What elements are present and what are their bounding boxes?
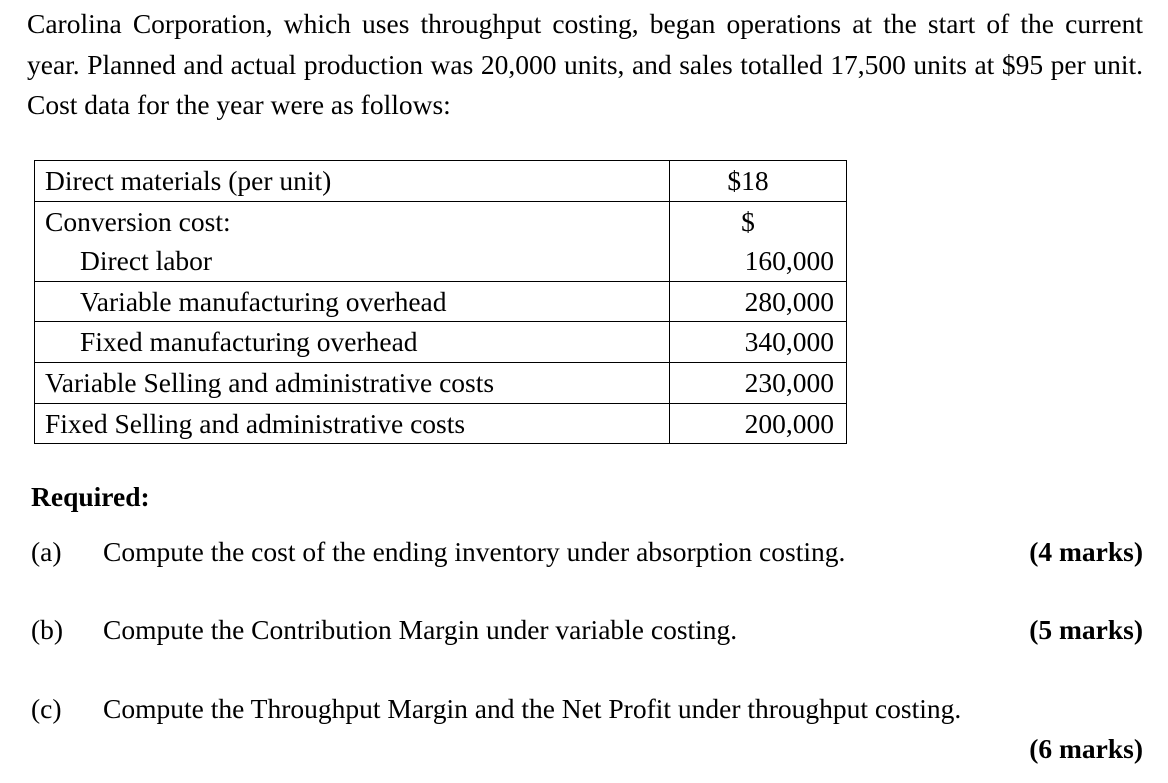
- cost-data-table: [34, 160, 847, 444]
- table-row: [35, 201, 847, 241]
- row-amount: 340,000: [670, 322, 847, 363]
- row-amount: 230,000: [670, 362, 847, 403]
- row-amount: 280,000: [670, 281, 847, 322]
- table-row: [35, 161, 847, 202]
- row-label: Direct labor: [35, 241, 670, 281]
- required-heading: Required:: [31, 481, 150, 512]
- marks-badge: (4 marks): [1029, 536, 1143, 567]
- question-letter: (a): [31, 536, 62, 567]
- row-label: Fixed Selling and administrative costs: [35, 403, 670, 444]
- marks-badge: (6 marks): [1029, 733, 1143, 764]
- row-label: Fixed manufacturing overhead: [35, 322, 670, 363]
- table-row: [35, 241, 847, 281]
- marks-badge: (5 marks): [1029, 614, 1143, 645]
- row-amount: 160,000: [670, 241, 847, 281]
- row-amount: $18: [670, 161, 847, 202]
- question-text: Compute the cost of the ending inventory under absorption costing.: [103, 536, 846, 567]
- row-label: Direct materials (per unit): [35, 161, 670, 202]
- table-row: [35, 403, 847, 444]
- row-amount: $: [670, 201, 847, 241]
- question-text: Compute the Throughput Margin and the Net Profit under throughput costing.: [103, 693, 962, 724]
- row-label: Conversion cost:: [35, 201, 670, 241]
- problem-intro: Carolina Corporation, which uses throughput costing, began operations at the start of the current year. Planned and actual production was 20,000 units, and sales totalled 17,500 units at $95 per unit. Cost data for the year were as follows:: [27, 8, 1143, 120]
- table-row: [35, 281, 847, 322]
- table-row: [35, 362, 847, 403]
- row-label: Variable manufacturing overhead: [35, 281, 670, 322]
- row-label: Variable Selling and administrative costs: [35, 362, 670, 403]
- question-text: Compute the Contribution Margin under variable costing.: [103, 614, 738, 645]
- question-letter: (b): [31, 614, 64, 645]
- row-amount: 200,000: [670, 403, 847, 444]
- table-row: [35, 322, 847, 363]
- question-letter: (c): [31, 693, 62, 724]
